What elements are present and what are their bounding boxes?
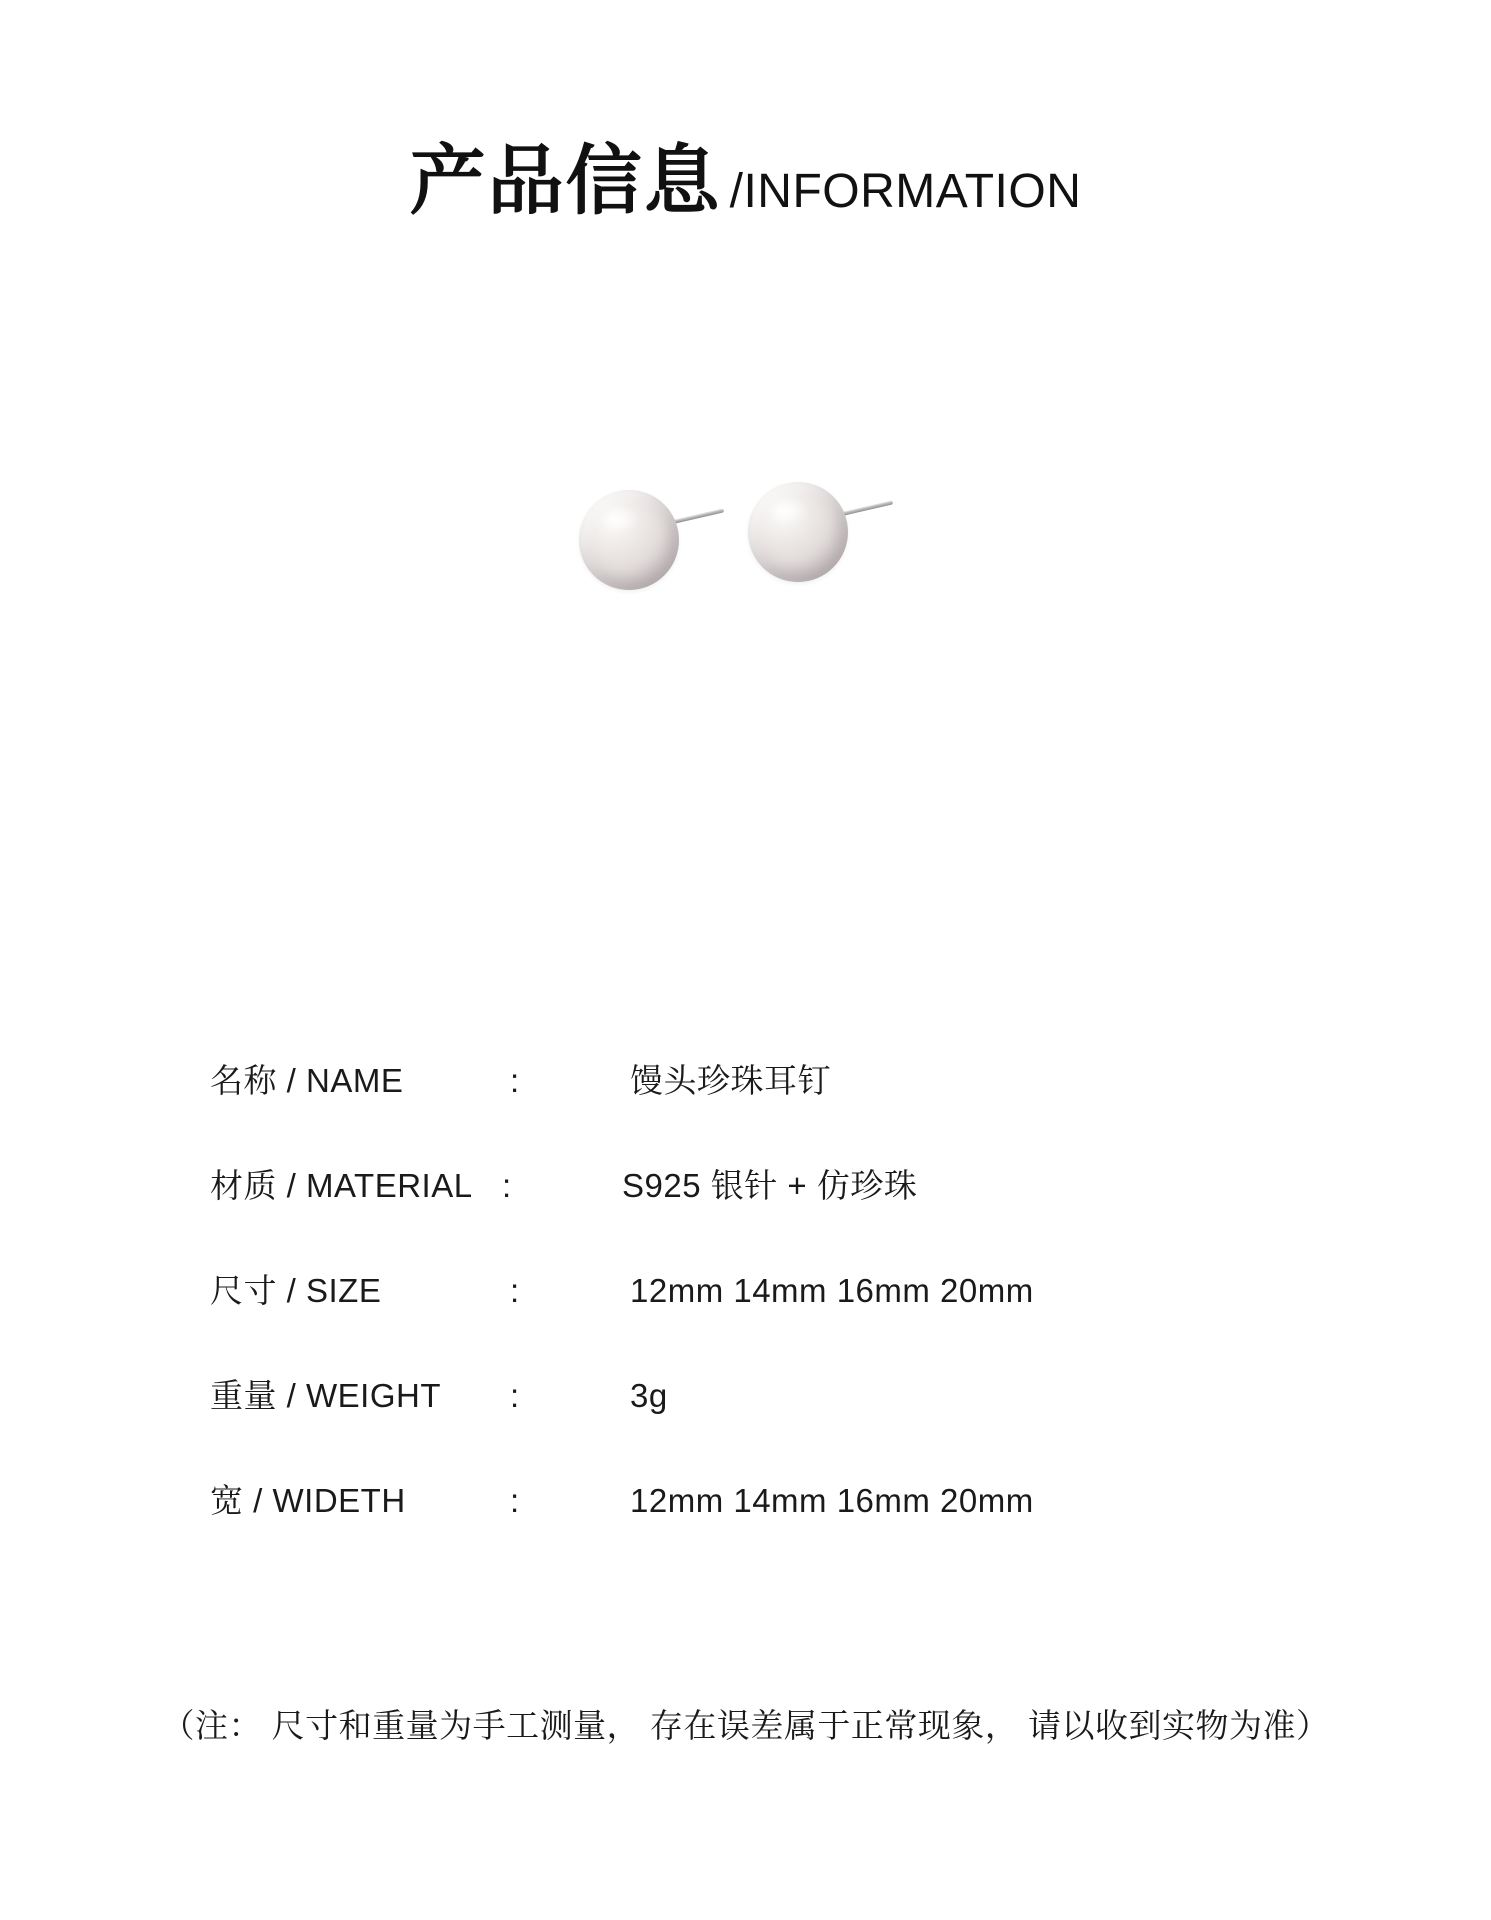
spec-label-size: 尺寸 / SIZE (210, 1272, 382, 1309)
page-header (0, 120, 1491, 229)
page-title-cn: 产品信息 (409, 139, 722, 224)
earring-right (748, 482, 848, 582)
table-row (210, 1475, 1320, 1580)
pearl-bead (579, 490, 679, 590)
table-row (210, 1370, 1320, 1475)
earring-post-icon (673, 508, 725, 524)
spec-separator: : (502, 1167, 512, 1204)
spec-separator: : (510, 1482, 520, 1519)
table-row (210, 1160, 1320, 1265)
spec-label-material: 材质 / MATERIAL (210, 1167, 473, 1204)
page-title-en: /INFORMATION (729, 165, 1082, 218)
table-row (210, 1055, 1320, 1160)
earring-post-icon (842, 500, 894, 516)
footnote-text: （注： 尺寸和重量为手工测量， 存在误差属于正常现象， 请以收到实物为准） (161, 1707, 1330, 1744)
spec-label-name: 名称 / NAME (210, 1062, 404, 1099)
spec-value-name: 馒头珍珠耳钉 (630, 1062, 831, 1099)
pearl-bead (748, 482, 848, 582)
earring-left (579, 490, 679, 590)
pearl-highlight (766, 496, 810, 526)
spec-label-width: 宽 / WIDETH (210, 1482, 406, 1519)
spec-separator: : (510, 1062, 520, 1099)
product-image (0, 430, 1491, 710)
table-row (210, 1265, 1320, 1370)
pearl-highlight (597, 504, 641, 534)
spec-value-weight: 3g (630, 1377, 668, 1414)
spec-value-size: 12mm 14mm 16mm 20mm (630, 1272, 1034, 1309)
spec-value-material: S925 银针 + 仿珍珠 (622, 1167, 918, 1204)
specification-table (210, 1055, 1320, 1580)
spec-label-weight: 重量 / WEIGHT (210, 1377, 441, 1414)
spec-separator: : (510, 1377, 520, 1414)
spec-value-width: 12mm 14mm 16mm 20mm (630, 1482, 1034, 1519)
spec-separator: : (510, 1272, 520, 1309)
